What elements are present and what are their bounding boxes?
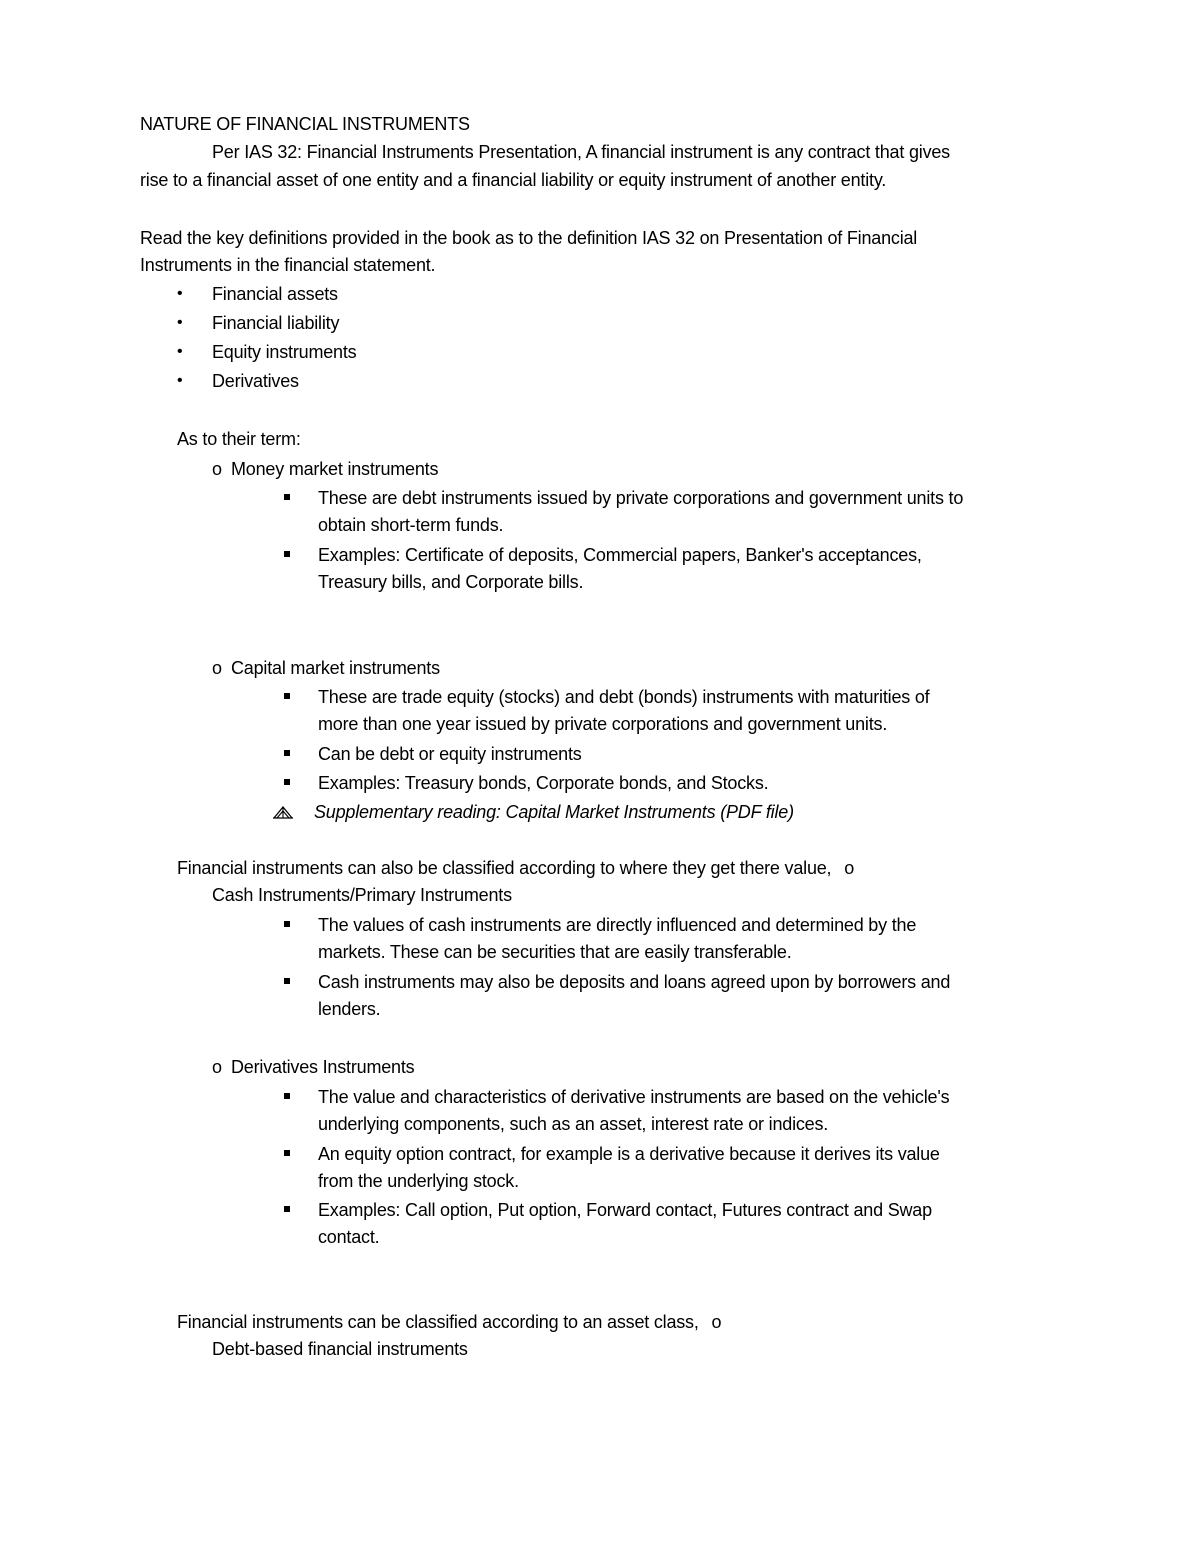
bullet-marker: • — [177, 314, 183, 331]
derivatives-item-2-line-1: An equity option contract, for example is a derivative because it derives its value — [318, 1144, 940, 1164]
circle-marker: o — [212, 1057, 222, 1077]
circle-marker: o — [212, 658, 222, 678]
circle-marker: o — [711, 1312, 722, 1332]
square-bullet — [284, 551, 290, 557]
derivatives-item-3-line-1: Examples: Call option, Put option, Forward contact, Futures contract and Swap — [318, 1200, 932, 1220]
capital-market-label: Capital market instruments — [231, 658, 440, 678]
square-bullet — [284, 1150, 290, 1156]
asset-classification-intro-text: Financial instruments can be classified according to an asset class, — [177, 1312, 699, 1332]
square-bullet — [284, 1206, 290, 1212]
bullet-marker: • — [177, 285, 183, 302]
derivatives-item-2-line-2: from the underlying stock. — [318, 1171, 519, 1191]
cash-item-1-line-2: markets. These can be securities that are easily transferable. — [318, 942, 792, 962]
debt-based-label: Debt-based financial instruments — [212, 1339, 468, 1359]
square-bullet — [284, 494, 290, 500]
capital-market-item-1-line-2: more than one year issued by private corporations and government units. — [318, 714, 888, 734]
term-heading: As to their term: — [177, 429, 301, 449]
square-bullet — [284, 779, 290, 785]
list-item: Financial assets — [212, 284, 338, 304]
square-bullet — [284, 750, 290, 756]
cash-item-1-line-1: The values of cash instruments are directly influenced and determined by the — [318, 915, 917, 935]
intro-line-2: rise to a financial asset of one entity and a financial liability or equity instrument of another entity. — [140, 170, 887, 190]
circle-marker: o — [212, 459, 222, 479]
list-item: Equity instruments — [212, 342, 357, 362]
cash-item-2-line-1: Cash instruments may also be deposits and loans agreed upon by borrowers and — [318, 972, 951, 992]
capital-market-item-1-line-1: These are trade equity (stocks) and debt (bonds) instruments with maturities of — [318, 687, 930, 707]
bullet-marker: • — [177, 343, 183, 360]
square-bullet — [284, 1093, 290, 1099]
asset-classification-intro — [177, 1311, 721, 1333]
square-bullet — [284, 921, 290, 927]
money-market-item-2-line-1: Examples: Certificate of deposits, Commercial papers, Banker's acceptances, — [318, 545, 922, 565]
capital-market-item-2: Can be debt or equity instruments — [318, 744, 582, 764]
supplementary-reading-link[interactable]: Supplementary reading: Capital Market Instruments (PDF file) — [314, 802, 794, 822]
square-bullet — [284, 693, 290, 699]
page-title: NATURE OF FINANCIAL INSTRUMENTS — [140, 114, 470, 134]
money-market-item-1-line-2: obtain short-term funds. — [318, 515, 504, 535]
circle-marker: o — [844, 858, 854, 878]
intro-line-1: Per IAS 32: Financial Instruments Presentation, A financial instrument is any contract that gives — [212, 142, 950, 162]
list-item: Derivatives — [212, 371, 299, 391]
capital-market-item-3: Examples: Treasury bonds, Corporate bonds, and Stocks. — [318, 773, 769, 793]
value-classification-intro-text: Financial instruments can also be classified according to where they get there value, — [177, 858, 832, 878]
list-item: Financial liability — [212, 313, 340, 333]
derivatives-item-1-line-2: underlying components, such as an asset, interest rate or indices. — [318, 1114, 829, 1134]
bullet-marker: • — [177, 372, 183, 389]
value-classification-intro — [177, 857, 854, 879]
square-bullet — [284, 978, 290, 984]
book-icon — [272, 803, 294, 826]
derivatives-item-1-line-1: The value and characteristics of derivative instruments are based on the vehicle's — [318, 1087, 950, 1107]
cash-item-2-line-2: lenders. — [318, 999, 381, 1019]
read-note-line-2: Instruments in the financial statement. — [140, 255, 436, 275]
money-market-item-2-line-2: Treasury bills, and Corporate bills. — [318, 572, 584, 592]
money-market-label: Money market instruments — [231, 459, 439, 479]
derivatives-label: Derivatives Instruments — [231, 1057, 415, 1077]
read-note-line-1: Read the key definitions provided in the book as to the definition IAS 32 on Presentation of Financial — [140, 228, 918, 248]
cash-instruments-label: Cash Instruments/Primary Instruments — [212, 885, 512, 905]
money-market-item-1-line-1: These are debt instruments issued by private corporations and government units to — [318, 488, 964, 508]
derivatives-item-3-line-2: contact. — [318, 1227, 380, 1247]
